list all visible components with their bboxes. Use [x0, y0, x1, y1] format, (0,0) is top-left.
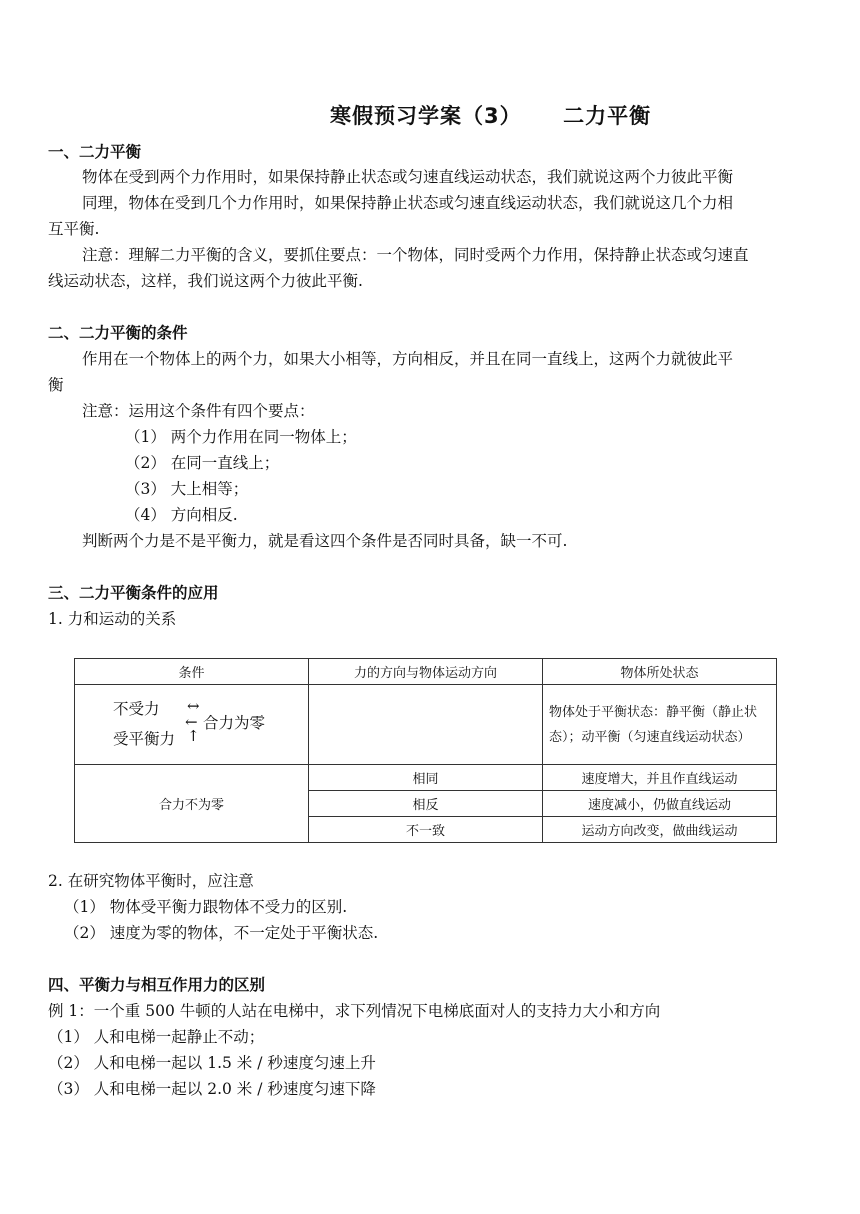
table-row — [75, 765, 777, 791]
example-item-1: （1） 人和电梯一起静止不动； — [48, 1028, 265, 1046]
condition-item-2: （2） 在同一直线上； — [125, 454, 280, 472]
section-1-note: 注意：理解二力平衡的含义，要抓住要点：一个物体，同时受两个力作用，保持静止状态或匀速直 — [82, 246, 749, 264]
condition-item-3: （3） 大上相等； — [125, 480, 249, 498]
section-3-subheading-1: 1. 力和运动的关系 — [48, 610, 177, 628]
section-3-subheading-2: 2. 在研究物体平衡时，应注意 — [48, 872, 254, 890]
section-1-paragraph-2: 同理，物体在受到几个力作用时，如果保持静止状态或匀速直线运动状态，我们就说这几个力相 — [82, 194, 734, 212]
note-item-1: （1） 物体受平衡力跟物体不受力的区别. — [64, 898, 348, 916]
force-motion-table — [74, 658, 777, 843]
table-cell-zero-direction — [309, 685, 543, 765]
balanced-force-label: 受平衡力 — [113, 729, 176, 748]
page-title: 寒假预习学案（3） 二力平衡 — [330, 104, 652, 128]
table-cell-state: 运动方向改变，做曲线运动 — [543, 817, 777, 843]
table-header-condition: 条件 — [75, 659, 309, 685]
section-2-heading: 二、二力平衡的条件 — [48, 324, 188, 342]
table-cell-nonzero-condition: 合力不为零 — [75, 765, 309, 843]
section-4-heading: 四、平衡力与相互作用力的区别 — [48, 976, 266, 994]
double-arrow-icon: ↔ — [187, 696, 200, 715]
table-cell-state: 速度增大，并且作直线运动 — [543, 765, 777, 791]
up-arrow-icon: ↑ — [187, 726, 200, 745]
table-header-state: 物体所处状态 — [543, 659, 777, 685]
zero-net-force-label: 合力为零 — [203, 713, 266, 732]
section-2-paragraph-cont: 衡 — [48, 376, 64, 394]
table-cell-direction: 相同 — [309, 765, 543, 791]
section-1-paragraph-1: 物体在受到两个力作用时，如果保持静止状态或匀速直线运动状态，我们就说这两个力彼此平衡 — [82, 168, 734, 186]
condition-item-4: （4） 方向相反. — [125, 506, 238, 524]
note-item-2: （2） 速度为零的物体，不一定处于平衡状态. — [64, 924, 379, 942]
no-force-label: 不受力 — [113, 699, 160, 718]
section-3-heading: 三、二力平衡条件的应用 — [48, 584, 219, 602]
section-2-paragraph: 作用在一个物体上的两个力，如果大小相等，方向相反，并且在同一直线上，这两个力就彼此平 — [82, 350, 734, 368]
section-1-heading: 一、二力平衡 — [48, 143, 142, 161]
section-2-conclusion: 判断两个力是不是平衡力，就是看这四个条件是否同时具备，缺一不可. — [82, 532, 568, 550]
section-1-paragraph-2-cont: 互平衡. — [48, 220, 100, 238]
condition-item-1: （1） 两个力作用在同一物体上； — [125, 428, 357, 446]
table-header-row — [75, 659, 777, 685]
table-cell-state: 速度减小，仍做直线运动 — [543, 791, 777, 817]
table-cell-direction: 不一致 — [309, 817, 543, 843]
table-row-zero-net — [75, 685, 777, 765]
table-cell-zero-condition — [75, 685, 309, 765]
section-1-note-cont: 线运动状态，这样，我们说这两个力彼此平衡. — [48, 272, 363, 290]
table-cell-zero-state: 物体处于平衡状态：静平衡（静止状态）；动平衡（匀速直线运动状态） — [543, 685, 777, 765]
left-arrow-icon: ← — [185, 712, 198, 731]
example-1-text: 例 1：一个重 500 牛顿的人站在电梯中，求下列情况下电梯底面对人的支持力大小和方向 — [48, 1002, 661, 1020]
example-item-3: （3） 人和电梯一起以 2.0 米 / 秒速度匀速下降 — [48, 1080, 376, 1098]
table-cell-direction: 相反 — [309, 791, 543, 817]
example-item-2: （2） 人和电梯一起以 1.5 米 / 秒速度匀速上升 — [48, 1054, 376, 1072]
section-2-note: 注意：运用这个条件有四个要点： — [82, 402, 315, 420]
table-header-direction: 力的方向与物体运动方向 — [309, 659, 543, 685]
